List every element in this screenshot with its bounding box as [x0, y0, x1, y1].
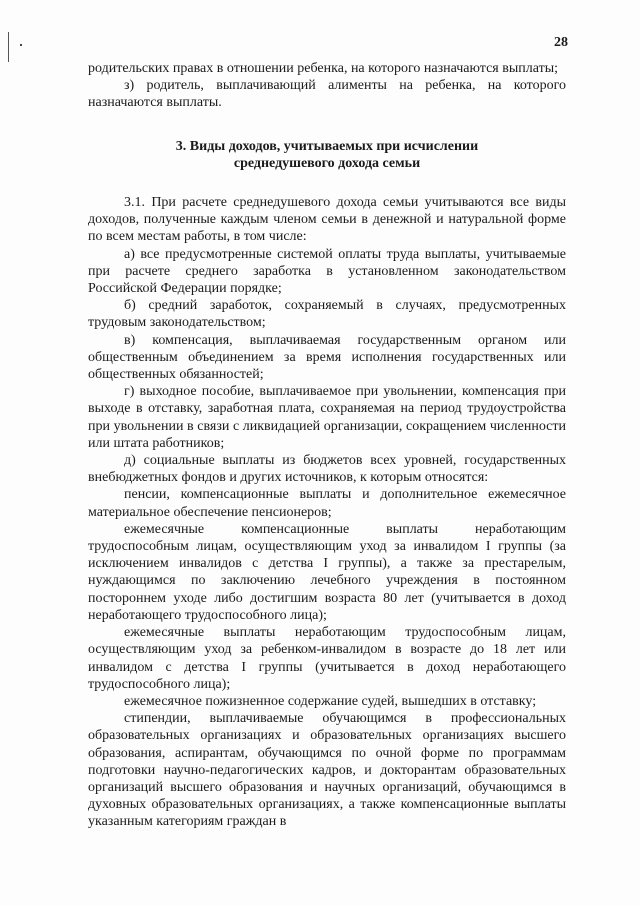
paragraph-stipends: стипендии, выплачиваемые обучающимся в профессиональных образовательных организациях и образовательных организациях высшего образования, аспирантам, обучающимся по очной форме по программам подготовки научно-педагогических кадров, и докторантам образовательных организаций высшего образования и научных организаций, обучающимся в духовных образовательных организациях, а также компенсационные выплаты указанным категориям граждан в: [88, 711, 566, 830]
paragraph-continuation: родительских правах в отношении ребенка, на которого назначаются выплаты;: [88, 61, 558, 76]
paragraph-item-g: г) выходное пособие, выплачиваемое при увольнении, компенсация при выходе в отставку, заработная плата, сохраняемая на период трудоустройства при увольнении в связи с ликвидацией организации, сокращением численности или штата работников;: [88, 384, 566, 451]
paragraph-item-a: а) все предусмотренные системой оплаты труда выплаты, учитываемые при расчете среднего заработка в установленном законодательством Российской Федерации порядке;: [88, 246, 566, 297]
margin-scan-dot: [20, 44, 22, 46]
section-heading-line-2: среднедушевого дохода семьи: [233, 155, 421, 171]
section-heading: [88, 138, 566, 172]
section-heading-line-1: 3. Виды доходов, учитываемых при исчислении: [175, 138, 479, 154]
document-body: [88, 60, 566, 831]
paragraph-item-d: д) социальные выплаты из бюджетов всех уровней, государственных внебюджетных фондов и других источников, к которым относятся:: [88, 453, 566, 486]
paragraph-item-v: в) компенсация, выплачиваемая государственным органом или общественным объединением за время исполнения государственных или общественных обязанностей;: [88, 332, 566, 383]
paragraph-pensions: пенсии, компенсационные выплаты и дополнительное ежемесячное материальное обеспечение пенсионеров;: [88, 487, 566, 520]
paragraph-care-child: ежемесячные выплаты неработающим трудоспособным лицам, осуществляющим уход за ребенком-инвалидом в возрасте до 18 лет или инвалидом с детства I группы (учитывается в доход неработающего трудоспособного лица);: [88, 625, 566, 692]
margin-scan-mark: [8, 32, 9, 62]
paragraph-care-disabled: ежемесячные компенсационные выплаты неработающим трудоспособным лицам, осуществляющим уход за инвалидом I группы (за исключением инвалидов с детства I группы), а также за престарелым, нуждающимся по заключению лечебного учреждения в постоянном постороннем уходе либо достигшим возраста 80 лет (учитывается в доход неработающего трудоспособного лица);: [88, 521, 566, 623]
paragraph-item-z: з) родитель, выплачивающий алименты на ребенка, на которого назначаются выплаты.: [88, 78, 566, 111]
paragraph-item-b: б) средний заработок, сохраняемый в случаях, предусмотренных трудовым законодательством;: [88, 298, 566, 331]
paragraph-3-1: 3.1. При расчете среднедушевого дохода семьи учитываются все виды доходов, полученные каждым членом семьи в денежной и натуральной форме по всем местам работы, в том числе:: [88, 195, 566, 245]
page-number: 28: [554, 35, 568, 50]
paragraph-judges: ежемесячное пожизненное содержание судей, вышедших в отставку;: [124, 693, 537, 709]
